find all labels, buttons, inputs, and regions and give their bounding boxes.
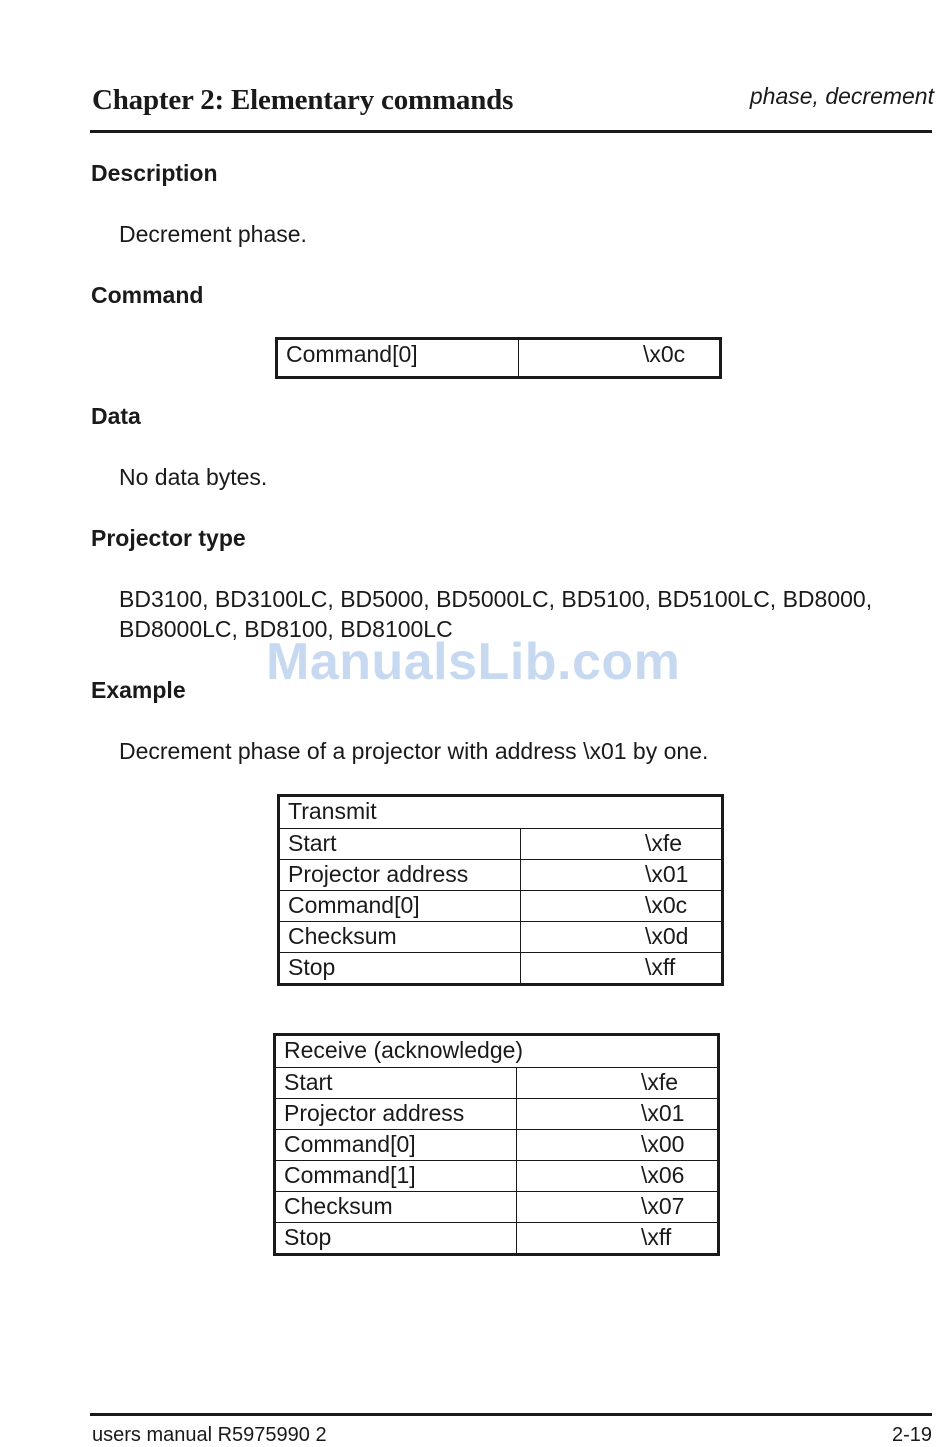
footer-rule bbox=[90, 1413, 932, 1416]
row-label: Checksum bbox=[275, 1192, 517, 1223]
table-row bbox=[279, 953, 723, 985]
table-row bbox=[275, 1068, 719, 1099]
command-value: \x0c bbox=[519, 339, 721, 378]
row-value: \x01 bbox=[521, 860, 723, 891]
projector-type-line-2: BD8000LC, BD8100, BD8100LC bbox=[119, 616, 453, 642]
table-row bbox=[279, 891, 723, 922]
table-row bbox=[277, 339, 721, 378]
row-value: \xfe bbox=[517, 1068, 719, 1099]
table-row bbox=[279, 829, 723, 860]
example-heading: Example bbox=[91, 677, 186, 703]
table-row bbox=[275, 1223, 719, 1255]
row-label: Start bbox=[275, 1068, 517, 1099]
row-label: Command[0] bbox=[279, 891, 521, 922]
command-heading: Command bbox=[91, 282, 204, 308]
row-label: Stop bbox=[275, 1223, 517, 1255]
projector-type-heading: Projector type bbox=[91, 525, 246, 551]
data-text: No data bytes. bbox=[119, 464, 268, 490]
projector-type-line-1: BD3100, BD3100LC, BD5000, BD5000LC, BD5100, BD5100LC, BD8000, bbox=[119, 586, 873, 612]
watermark: ManualsLib.com bbox=[266, 633, 681, 691]
table-row bbox=[275, 1099, 719, 1130]
data-heading: Data bbox=[91, 403, 141, 429]
description-heading: Description bbox=[91, 160, 218, 186]
row-value: \xfe bbox=[521, 829, 723, 860]
footer-text: users manual R5975990 2 bbox=[92, 1424, 327, 1446]
row-label: Projector address bbox=[279, 860, 521, 891]
row-value: \x07 bbox=[517, 1192, 719, 1223]
transmit-table bbox=[277, 794, 724, 986]
command-label: Command[0] bbox=[286, 341, 418, 367]
row-label: Command[0] bbox=[275, 1130, 517, 1161]
row-label: Command[1] bbox=[275, 1161, 517, 1192]
table-row bbox=[279, 860, 723, 891]
example-text: Decrement phase of a projector with address \x01 by one. bbox=[119, 738, 709, 764]
table-row bbox=[275, 1130, 719, 1161]
row-value: \x0d bbox=[521, 922, 723, 953]
row-label: Checksum bbox=[279, 922, 521, 953]
row-value: \x06 bbox=[517, 1161, 719, 1192]
row-label: Stop bbox=[279, 953, 521, 985]
row-value: \x0c bbox=[521, 891, 723, 922]
table-row bbox=[279, 922, 723, 953]
row-value: \x01 bbox=[517, 1099, 719, 1130]
row-label: Start bbox=[279, 829, 521, 860]
transmit-title: Transmit bbox=[288, 798, 377, 824]
table-title-row bbox=[275, 1035, 719, 1068]
row-value: \x00 bbox=[517, 1130, 719, 1161]
receive-table bbox=[273, 1033, 720, 1256]
header-topic: phase, decrement bbox=[749, 83, 934, 109]
table-row bbox=[275, 1161, 719, 1192]
header-rule bbox=[90, 130, 932, 133]
footer-page-number: 2-19 bbox=[891, 1424, 932, 1446]
table-row bbox=[275, 1192, 719, 1223]
table-title-row bbox=[279, 796, 723, 829]
receive-title: Receive (acknowledge) bbox=[284, 1037, 524, 1063]
row-value: \xff bbox=[521, 953, 723, 985]
row-label: Projector address bbox=[275, 1099, 517, 1130]
row-value: \xff bbox=[517, 1223, 719, 1255]
description-text: Decrement phase. bbox=[119, 221, 307, 247]
command-table bbox=[275, 337, 722, 379]
chapter-title: Chapter 2: Elementary commands bbox=[92, 84, 514, 116]
